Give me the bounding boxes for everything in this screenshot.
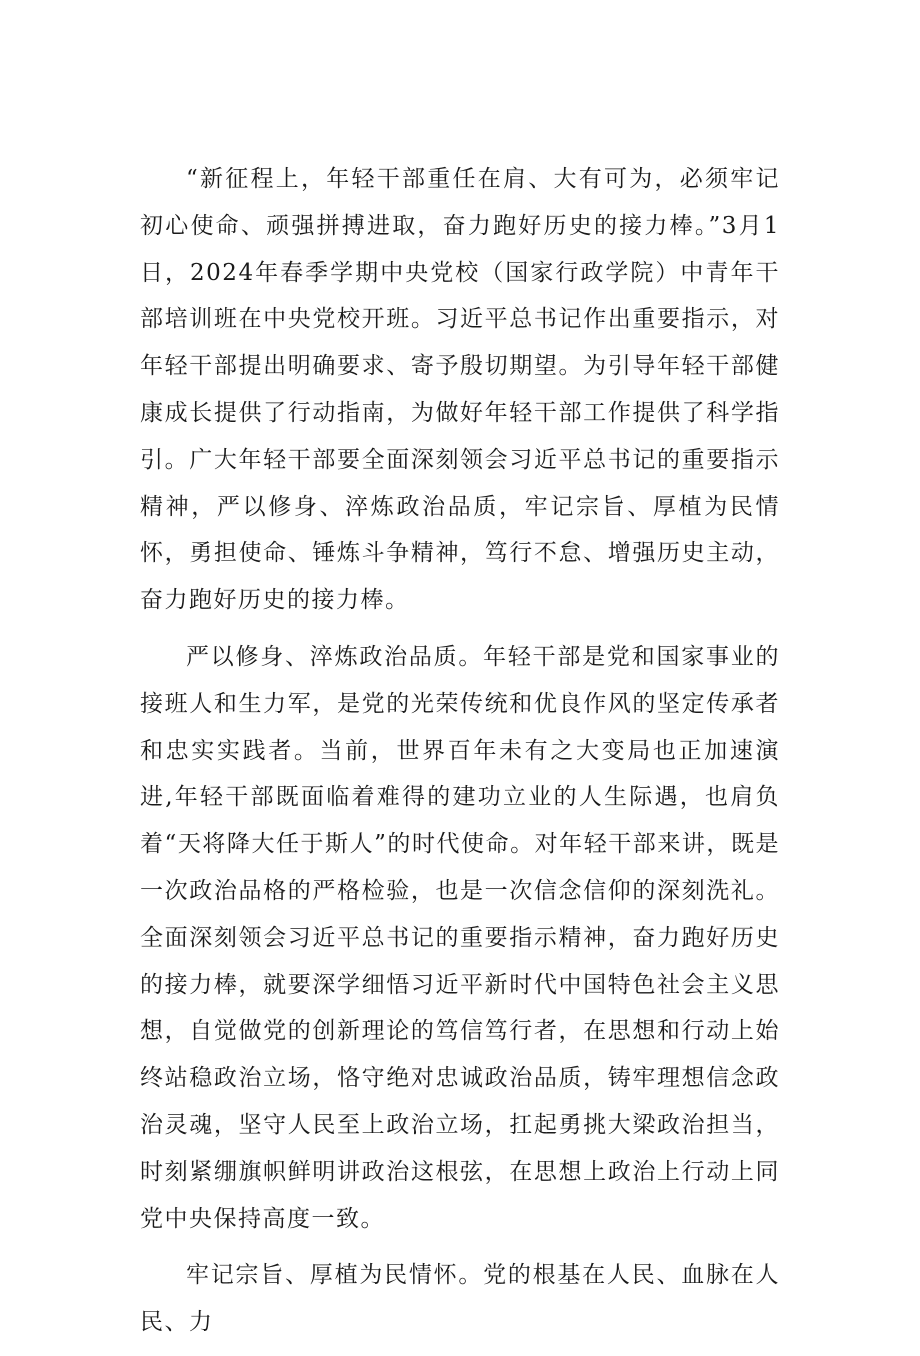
- document-body: [140, 156, 780, 1356]
- paragraph-political-quality: 严以修身、淬炼政治品质。年轻干部是党和国家事业的接班人和生力军，是党的光荣传统和优良作风的坚定传承者和忠实实践者。当前，世界百年未有之大变局也正加速演进,年轻干部既面临着难得的建功立业的人生际遇，也肩负着“天将降大任于斯人”的时代使命。对年轻干部来讲，既是一次政治品格的严格检验，也是一次信念信仰的深刻洗礼。全面深刻领会习近平总书记的重要指示精神，奋力跑好历史的接力棒，就要深学细悟习近平新时代中国特色社会主义思想，自觉做党的创新理论的笃信笃行者，在思想和行动上始终站稳政治立场，恪守绝对忠诚政治品质，铸牢理想信念政治灵魂，坚守人民至上政治立场，扛起勇挑大梁政治担当，时刻紧绷旗帜鲜明讲政治这根弦，在思想上政治上行动上同党中央保持高度一致。: [140, 643, 780, 1232]
- paragraph-people-sentiment: 牢记宗旨、厚植为民情怀。党的根基在人民、血脉在人民、力: [140, 1262, 780, 1336]
- paragraph-intro: “新征程上，年轻干部重任在肩、大有可为，必须牢记初心使命、顽强拼搏进取，奋力跑好历史的接力棒。”3月1日，2024年春季学期中央党校（国家行政学院）中青年干部培训班在中央党校开班。习近平总书记作出重要指示，对年轻干部提出明确要求、寄予殷切期望。为引导年轻干部健康成长提供了行动指南，为做好年轻干部工作提供了科学指引。广大年轻干部要全面深刻领会习近平总书记的重要指示精神，严以修身、淬炼政治品质，牢记宗旨、厚植为民情怀，勇担使命、锤炼斗争精神，笃行不怠、增强历史主动，奋力跑好历史的接力棒。: [140, 166, 780, 614]
